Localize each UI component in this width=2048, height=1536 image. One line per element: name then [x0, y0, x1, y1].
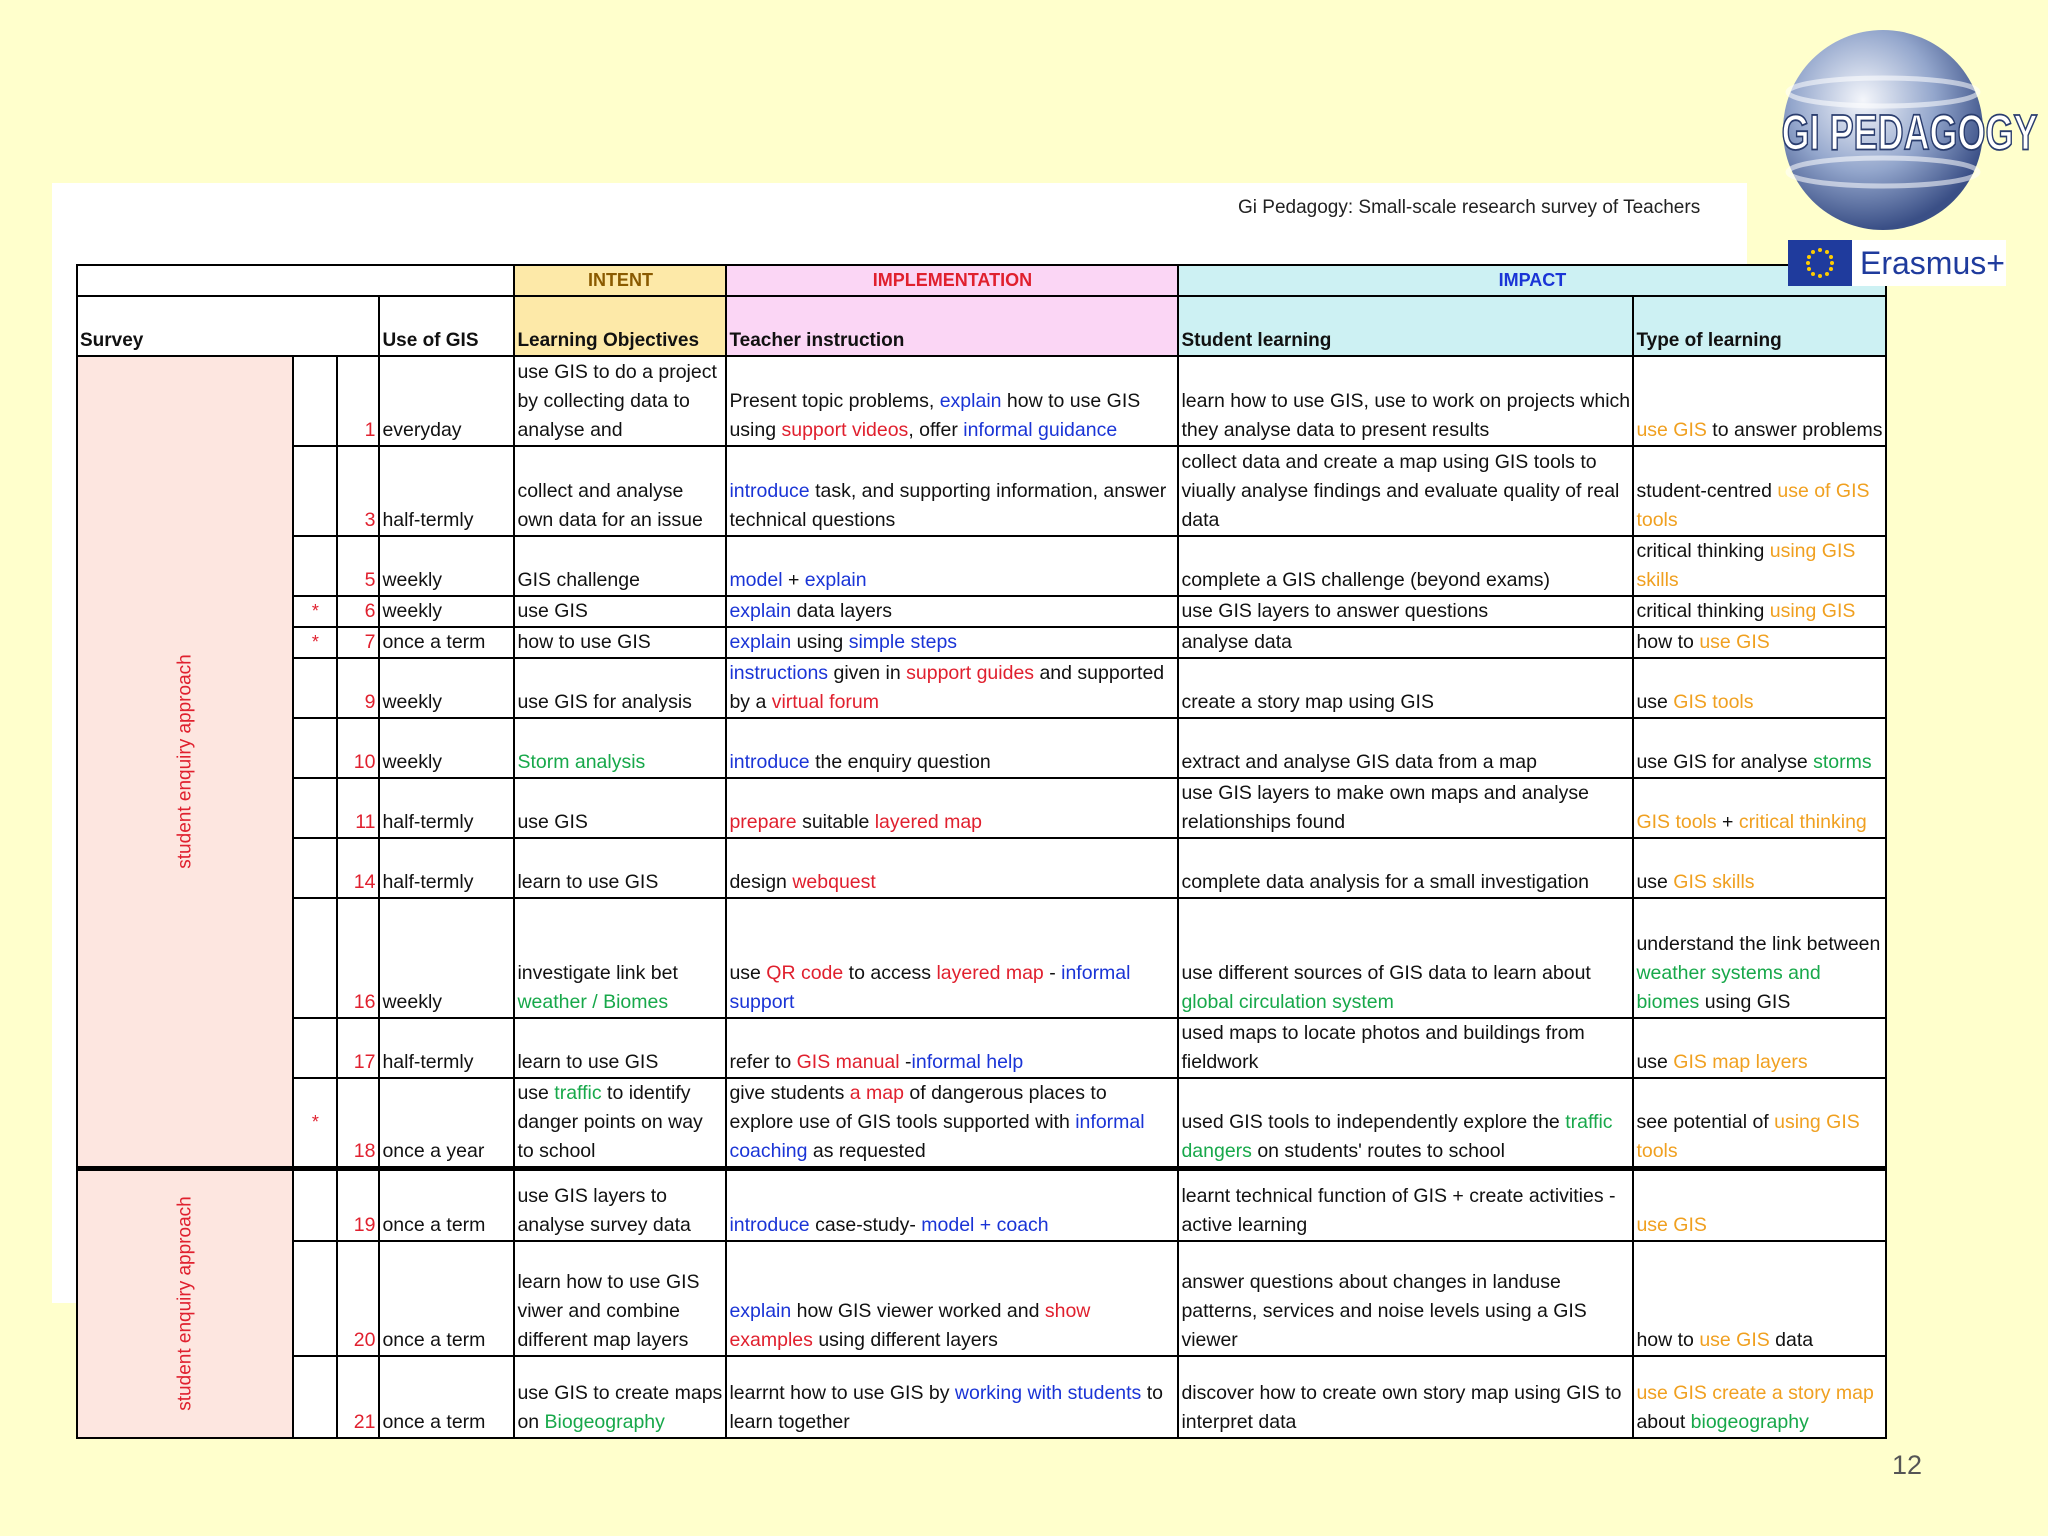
learning-objective-cell — [514, 356, 726, 446]
text-run: GIS tools — [1636, 811, 1717, 833]
text-run: student-centred — [1636, 480, 1778, 502]
learning-objective-cell — [514, 1078, 726, 1169]
text-run: answer questions about changes in landuse patterns, services and noise levels using a GIS viewer — [1181, 1270, 1587, 1351]
student-learning-cell — [1178, 778, 1633, 838]
table-row — [77, 898, 1886, 1018]
student-learning-cell — [1178, 1241, 1633, 1356]
band-empty — [77, 265, 514, 296]
text-run: used maps to locate photos and buildings from fieldwork — [1181, 1022, 1585, 1073]
student-learning-cell — [1178, 1356, 1633, 1438]
flag-star — [293, 1018, 337, 1078]
use-of-gis-cell: weekly — [379, 596, 514, 627]
text-run: introduce — [729, 480, 810, 502]
text-run: used GIS tools to independently explore the — [1181, 1111, 1566, 1133]
text-run: use GIS — [1699, 631, 1770, 653]
text-run: discover how to create own story map using GIS to interpret data — [1181, 1381, 1622, 1433]
text-run: use GIS layers to make own maps and analyse relationships found — [1181, 782, 1589, 833]
use-of-gis-cell: weekly — [379, 658, 514, 718]
text-run: global circulation system — [1181, 991, 1394, 1013]
student-learning-cell — [1178, 1078, 1633, 1169]
teacher-instruction-cell — [726, 446, 1178, 536]
erasmus-badge — [1788, 240, 2006, 286]
text-run: given in — [828, 662, 907, 684]
text-run: create a story map using GIS — [1181, 691, 1434, 713]
teacher-instruction-cell — [726, 778, 1178, 838]
band-implementation: IMPLEMENTATION — [726, 265, 1178, 296]
group-label-cell — [77, 356, 293, 1169]
text-run: use — [1636, 1051, 1674, 1073]
text-run: critical thinking — [1738, 811, 1867, 833]
use-of-gis-cell: weekly — [379, 718, 514, 778]
text-run: show examples — [729, 1299, 1091, 1351]
text-run: the enquiry question — [809, 751, 991, 773]
survey-number: 7 — [337, 627, 379, 658]
text-run: data — [1769, 1328, 1814, 1351]
text-run: use of GIS tools — [1636, 480, 1870, 531]
text-run: layered map — [874, 811, 983, 833]
text-run: analyse data — [1181, 631, 1293, 653]
use-of-gis-cell: once a term — [379, 1241, 514, 1356]
text-run: learn how to use GIS viwer and combine different map layers — [517, 1270, 700, 1351]
text-run: see potential of — [1636, 1111, 1775, 1133]
teacher-instruction-cell — [726, 1169, 1178, 1241]
document-title: Gi Pedagogy: Small-scale research survey of Teachers — [1238, 197, 1701, 218]
use-of-gis-cell: once a term — [379, 627, 514, 658]
table-row — [77, 1241, 1886, 1356]
use-of-gis-cell: half-termly — [379, 1018, 514, 1078]
col-type-of-learning: Type of learning — [1633, 296, 1886, 356]
text-run: learn how to use GIS, use to work on projects which they analyse data to present results — [1181, 390, 1631, 441]
student-learning-cell — [1178, 898, 1633, 1018]
learning-objective-cell — [514, 1356, 726, 1438]
teacher-instruction-cell — [726, 1078, 1178, 1169]
text-run: - — [899, 1051, 912, 1073]
text-run: model — [729, 569, 783, 591]
teacher-instruction-cell — [726, 596, 1178, 627]
text-run: + — [782, 569, 805, 591]
text-run: GIS challenge — [517, 569, 640, 591]
use-of-gis-cell: weekly — [379, 898, 514, 1018]
use-of-gis-cell: once a term — [379, 1356, 514, 1438]
text-run: QR code — [766, 962, 844, 984]
text-run: on students' routes to school — [1251, 1140, 1505, 1162]
text-run: understand the link between — [1636, 933, 1881, 955]
text-run: GIS manual — [796, 1051, 900, 1073]
text-run: explain — [729, 631, 792, 653]
teacher-instruction-cell — [726, 658, 1178, 718]
table-row — [77, 838, 1886, 898]
text-run: + — [1716, 811, 1739, 833]
band-impact: IMPACT — [1178, 265, 1886, 296]
text-run: GIS skills — [1673, 871, 1755, 893]
text-run: how to — [1636, 631, 1700, 653]
type-of-learning-cell — [1633, 1169, 1886, 1241]
text-run: how to use GIS — [517, 631, 651, 653]
text-run: explain — [939, 390, 1002, 412]
text-run: use GIS layers to answer questions — [1181, 600, 1489, 622]
survey-table — [76, 264, 1887, 1439]
group-label: student enquiry approach — [174, 1196, 196, 1411]
survey-number: 20 — [337, 1241, 379, 1356]
type-of-learning-cell — [1633, 1356, 1886, 1438]
text-run: use GIS — [517, 811, 588, 833]
flag-star — [293, 536, 337, 596]
student-learning-cell — [1178, 536, 1633, 596]
type-of-learning-cell — [1633, 1018, 1886, 1078]
text-run: about — [1636, 1410, 1691, 1433]
learning-objective-cell — [514, 446, 726, 536]
table-row — [77, 1018, 1886, 1078]
teacher-instruction-cell — [726, 1241, 1178, 1356]
text-run: - — [1043, 962, 1062, 984]
group-label-cell — [77, 1169, 293, 1438]
flag-star — [293, 658, 337, 718]
text-run: webquest — [792, 871, 876, 893]
text-run: use GIS create a story map — [1636, 1381, 1874, 1404]
text-run: use — [1636, 871, 1674, 893]
text-run: informal support — [729, 962, 1131, 1013]
flag-star — [293, 356, 337, 446]
teacher-instruction-cell — [726, 718, 1178, 778]
text-run: storms — [1813, 751, 1872, 773]
col-learning-objectives: Learning Objectives — [514, 296, 726, 356]
use-of-gis-cell: once a term — [379, 1169, 514, 1241]
text-run: how to — [1636, 1328, 1700, 1351]
text-run: weather systems and biomes — [1636, 962, 1821, 1013]
survey-number: 14 — [337, 838, 379, 898]
text-run: use GIS — [1699, 1328, 1770, 1351]
text-run: data layers — [791, 600, 893, 622]
survey-number: 18 — [337, 1078, 379, 1169]
text-run: collect data and create a map using GIS tools to viually analyse findings and evaluate quality of real data — [1181, 451, 1620, 531]
text-run: of dangerous places to explore use of GIS tools supported with — [729, 1082, 1107, 1133]
text-run: design — [729, 871, 793, 893]
text-run: to answer problems — [1706, 419, 1883, 441]
text-run: introduce — [729, 751, 810, 773]
survey-number: 19 — [337, 1169, 379, 1241]
text-run: give students — [729, 1082, 850, 1104]
header-row — [77, 296, 1886, 356]
text-run: informal guidance — [963, 419, 1118, 441]
text-run: to identify danger points on way to school — [517, 1082, 703, 1162]
text-run: critical thinking — [1636, 540, 1770, 562]
use-of-gis-cell: everyday — [379, 356, 514, 446]
flag-star — [293, 898, 337, 1018]
text-run: virtual forum — [771, 691, 879, 713]
learning-objective-cell — [514, 838, 726, 898]
type-of-learning-cell — [1633, 446, 1886, 536]
erasmus-label: Erasmus+ — [1860, 244, 2005, 281]
text-run: critical thinking — [1636, 600, 1770, 622]
text-run: complete data analysis for a small investigation — [1181, 871, 1589, 893]
teacher-instruction-cell — [726, 627, 1178, 658]
student-learning-cell — [1178, 627, 1633, 658]
text-run: using GIS — [1699, 991, 1791, 1013]
col-use-of-gis: Use of GIS — [379, 296, 514, 356]
text-run: extract and analyse GIS data from a map — [1181, 751, 1537, 773]
text-run: use GIS — [517, 600, 588, 622]
text-run: use GIS for analysis — [517, 691, 692, 713]
text-run: learnt technical function of GIS + create activities - active learning — [1181, 1184, 1616, 1236]
eu-flag-icon — [1788, 240, 1852, 286]
text-run: simple steps — [848, 631, 958, 653]
teacher-instruction-cell — [726, 536, 1178, 596]
student-learning-cell — [1178, 1018, 1633, 1078]
type-of-learning-cell — [1633, 718, 1886, 778]
text-run: use GIS layers to analyse survey data — [517, 1184, 691, 1236]
type-of-learning-cell — [1633, 536, 1886, 596]
survey-number: 11 — [337, 778, 379, 838]
text-run: traffic dangers — [1181, 1111, 1613, 1162]
survey-number: 17 — [337, 1018, 379, 1078]
use-of-gis-cell: weekly — [379, 536, 514, 596]
learning-objective-cell — [514, 718, 726, 778]
student-learning-cell — [1178, 1169, 1633, 1241]
use-of-gis-cell: half-termly — [379, 446, 514, 536]
survey-number: 16 — [337, 898, 379, 1018]
text-run: how to use GIS using — [729, 390, 1141, 441]
learning-objective-cell — [514, 658, 726, 718]
survey-number: 9 — [337, 658, 379, 718]
table-row — [77, 596, 1886, 627]
flag-star — [293, 778, 337, 838]
student-learning-cell — [1178, 596, 1633, 627]
use-of-gis-cell: half-termly — [379, 778, 514, 838]
flag-star — [293, 1356, 337, 1438]
student-learning-cell — [1178, 446, 1633, 536]
type-of-learning-cell — [1633, 596, 1886, 627]
learning-objective-cell — [514, 1018, 726, 1078]
flag-star — [293, 838, 337, 898]
text-run: a map — [849, 1082, 904, 1104]
table-row — [77, 356, 1886, 446]
student-learning-cell — [1178, 658, 1633, 718]
table-row — [77, 536, 1886, 596]
learning-objective-cell — [514, 1169, 726, 1241]
text-run: Biogeography — [544, 1410, 665, 1433]
text-run: working with students — [954, 1381, 1142, 1404]
survey-number: 1 — [337, 356, 379, 446]
table-row — [77, 658, 1886, 718]
type-of-learning-cell — [1633, 356, 1886, 446]
text-run: how GIS viewer worked and — [791, 1299, 1045, 1322]
text-run: GIS map layers — [1673, 1051, 1808, 1073]
text-run: use GIS — [1636, 1213, 1707, 1236]
learning-objective-cell — [514, 898, 726, 1018]
text-run: suitable — [796, 811, 875, 833]
learning-objective-cell — [514, 536, 726, 596]
table-row — [77, 1078, 1886, 1169]
text-run: collect and analyse own data for an issue — [517, 480, 703, 531]
text-run: learn to use GIS — [517, 871, 659, 893]
table-row — [77, 718, 1886, 778]
text-run: to learn together — [729, 1381, 1163, 1433]
gi-pedagogy-logo — [1778, 22, 2038, 252]
use-of-gis-cell: once a year — [379, 1078, 514, 1169]
survey-number: 6 — [337, 596, 379, 627]
student-learning-cell — [1178, 718, 1633, 778]
text-run: using different layers — [812, 1328, 998, 1351]
table-row — [77, 627, 1886, 658]
flag-star — [293, 718, 337, 778]
teacher-instruction-cell — [726, 898, 1178, 1018]
type-of-learning-cell — [1633, 838, 1886, 898]
band-intent: INTENT — [514, 265, 726, 296]
text-run: weather / Biomes — [517, 991, 669, 1013]
text-run: to access — [843, 962, 937, 984]
text-run: learrnt how to use GIS by — [729, 1381, 955, 1404]
teacher-instruction-cell — [726, 838, 1178, 898]
learning-objective-cell — [514, 778, 726, 838]
survey-number: 10 — [337, 718, 379, 778]
student-learning-cell — [1178, 356, 1633, 446]
text-run: learn to use GIS — [517, 1051, 659, 1073]
table-row — [77, 778, 1886, 838]
survey-number: 21 — [337, 1356, 379, 1438]
text-run: using GIS — [1769, 600, 1856, 622]
learning-objective-cell — [514, 596, 726, 627]
group-label: student enquiry approach — [174, 654, 196, 869]
text-run: , offer — [908, 419, 964, 441]
text-run: task, and supporting information, answer technical questions — [729, 480, 1167, 531]
text-run: prepare — [729, 811, 797, 833]
text-run: investigate link bet — [517, 962, 678, 984]
text-run: as requested — [807, 1140, 926, 1162]
text-run: using — [791, 631, 849, 653]
type-of-learning-cell — [1633, 1078, 1886, 1169]
text-run: instructions — [729, 662, 829, 684]
page-number: 12 — [1892, 1450, 1923, 1480]
text-run: introduce — [729, 1213, 810, 1236]
text-run: informal help — [911, 1051, 1024, 1073]
learning-objective-cell — [514, 1241, 726, 1356]
logo-text: GI PEDAGOGY — [1781, 105, 2038, 161]
col-student-learning: Student learning — [1178, 296, 1633, 356]
use-of-gis-cell: half-termly — [379, 838, 514, 898]
text-run: use — [517, 1082, 555, 1104]
text-run: model + coach — [921, 1213, 1049, 1236]
text-run: layered map — [936, 962, 1044, 984]
text-run: support videos — [781, 419, 909, 441]
band-row — [77, 265, 1886, 296]
teacher-instruction-cell — [726, 1018, 1178, 1078]
flag-star: * — [293, 1078, 337, 1169]
text-run: explain — [729, 1299, 792, 1322]
text-run: use different sources of GIS data to learn about — [1181, 962, 1591, 984]
flag-star — [293, 1241, 337, 1356]
survey-body — [77, 356, 1886, 1438]
teacher-instruction-cell — [726, 1356, 1178, 1438]
learning-objective-cell — [514, 627, 726, 658]
col-teacher-instruction: Teacher instruction — [726, 296, 1178, 356]
survey-number: 3 — [337, 446, 379, 536]
flag-star — [293, 1169, 337, 1241]
text-run: refer to — [729, 1051, 797, 1073]
text-run: case-study- — [809, 1213, 922, 1236]
text-run: complete a GIS challenge (beyond exams) — [1181, 569, 1550, 591]
text-run: use GIS — [1636, 419, 1707, 441]
text-run: use GIS to create maps on — [517, 1381, 723, 1433]
text-run: using GIS tools — [1636, 1111, 1860, 1162]
type-of-learning-cell — [1633, 778, 1886, 838]
text-run: traffic — [554, 1082, 602, 1104]
text-run: use — [1636, 691, 1674, 713]
type-of-learning-cell — [1633, 627, 1886, 658]
text-run: Storm analysis — [517, 751, 646, 773]
type-of-learning-cell — [1633, 658, 1886, 718]
text-run: informal coaching — [729, 1111, 1145, 1162]
text-run: biogeography — [1690, 1410, 1809, 1433]
text-run: use GIS for analyse — [1636, 751, 1814, 773]
survey-number: 5 — [337, 536, 379, 596]
text-run: Present topic problems, — [729, 390, 940, 412]
flag-star: * — [293, 596, 337, 627]
text-run: explain — [729, 600, 792, 622]
text-run: use — [729, 962, 767, 984]
text-run: using GIS skills — [1636, 540, 1856, 591]
text-run: GIS tools — [1673, 691, 1754, 713]
table-row — [77, 1169, 1886, 1241]
text-run: use GIS to do a project by collecting data to analyse and — [517, 361, 717, 441]
student-learning-cell — [1178, 838, 1633, 898]
type-of-learning-cell — [1633, 898, 1886, 1018]
table-row — [77, 446, 1886, 536]
col-survey: Survey — [77, 296, 379, 356]
text-run: support guides — [906, 662, 1035, 684]
type-of-learning-cell — [1633, 1241, 1886, 1356]
teacher-instruction-cell — [726, 356, 1178, 446]
flag-star — [293, 446, 337, 536]
text-run: and supported by a — [729, 662, 1165, 713]
text-run: explain — [804, 569, 867, 591]
flag-star: * — [293, 627, 337, 658]
table-row — [77, 1356, 1886, 1438]
